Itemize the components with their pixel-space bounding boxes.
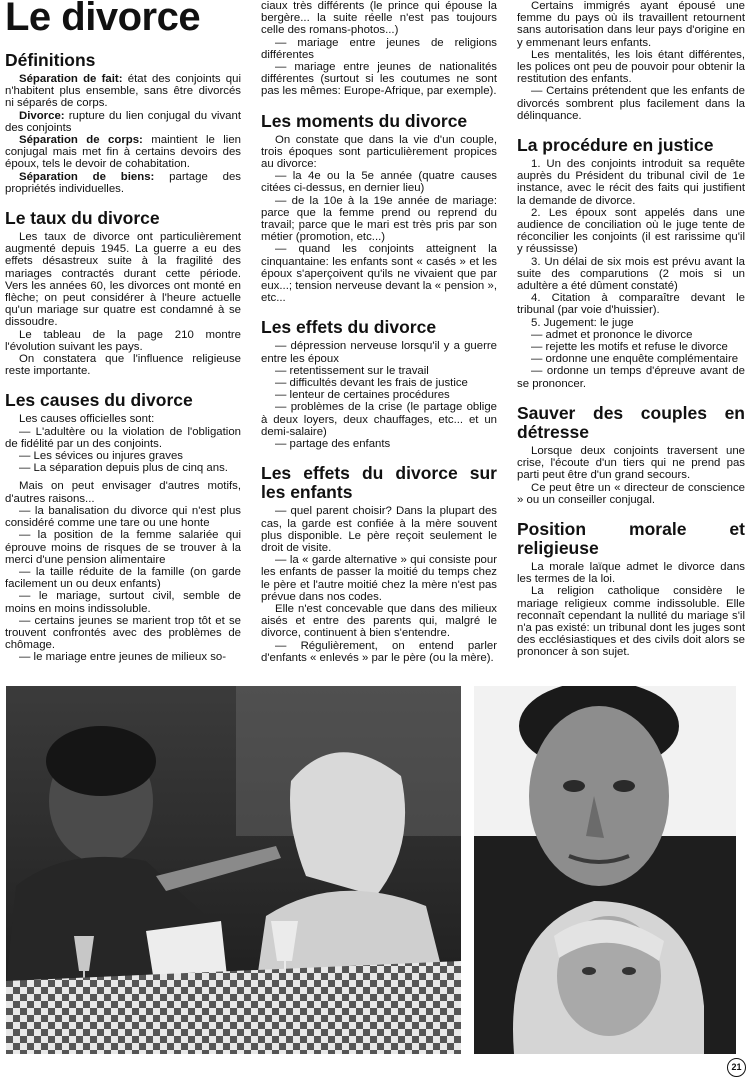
list-item: — quel parent choisir? Dans la plupart des cas, la garde est confiée à la mère souvent plus disponible. Le père reçoit seulement le droit de visite. [261,505,497,554]
heading-sauver: Sauver des couples en détresse [517,402,745,442]
definition-term: Séparation de biens: [19,170,155,183]
paragraph: ciaux très différents (le prince qui épouse la bergère... la suite réelle n'est pas toujours celle des romans-photos...) [261,0,497,37]
paragraph: La religion catholique considère le mariage religieux comme indissoluble. Elle reconnaît cependant la nullité du mariage s'il n'a pas existé: un tribunal dont les juges sont des ecclésiastiques et des civils doit alors se prononcer à son sujet. [517,585,745,659]
paragraph: Lorsque deux conjoints traversent une crise, l'écoute d'un tiers qui ne prend pas parti peut être d'un grand secours. [517,444,745,482]
list-item: — la position de la femme salariée qui éprouve moins de risques de se trouver à la merci d'une pension alimentaire [5,529,241,566]
list-item: — retentissement sur le travail [275,364,429,377]
list-item: — mariage entre jeunes de religions différentes [261,36,497,61]
list-item: — mariage entre jeunes de nationalités différentes (surtout si les coutumes ne sont pas les mêmes: Europe-Afrique, par exemple). [261,61,497,98]
procedure-step: 2. Les époux sont appelés dans une audience de conciliation où le juge tente de réconcilier les conjoints (il est rarissime qu'il y réussisse) [517,206,745,256]
heading-moments: Les moments du divorce [261,110,468,131]
paragraph: Les causes officielles sont: [19,413,155,426]
paragraph: Ce peut être un « directeur de conscience » ou un conseiller conjugal. [517,481,745,506]
heading-position: Position morale et religieuse [517,518,745,558]
definition-text: partage des propriétés individuelles. [5,170,241,195]
list-item: — ordonne une enquête complémentaire [531,353,739,366]
list-item: — admet et prononce le divorce [531,328,693,341]
list-item: — de la 10e à la 19e année de mariage: parce que la femme prend ou reprend du travail; parce que le mari est très pris par son métier (promotion, etc...) [261,194,497,244]
photo-couple-argument [6,686,461,1054]
heading-effets-enfants: Les effets du divorce sur les enfants [261,463,497,503]
paragraph: On constate que dans la vie d'un couple, trois époques sont particulièrement propices au divorce: [261,133,497,171]
list-item: — certains jeunes se marient trop tôt et se trouvent confrontés avec des problèmes de chômage. [5,614,241,652]
paragraph: Certains immigrés ayant épousé une femme du pays où ils travaillent retournent sans autorisation dans leur pays d'origine en y emmenant leurs enfants. [517,0,745,49]
procedure-step: 4. Citation à comparaître devant le tribunal (par voie d'huissier). [517,292,745,317]
list-item: — la « garde alternative » qui consiste pour les enfants de passer la moitié du temps chez le père et l'autre moitié chez la mère n'est pas prévue dans nos codes. [261,554,497,603]
list-item: — difficultés devant les frais de justice [275,377,468,390]
list-item: — la taille réduite de la famille (on garde facilement un ou deux enfants) [5,565,241,591]
paragraph: On constatera que l'influence religieuse reste importante. [5,353,241,378]
definition-text: rupture du lien conjugal du vivant des conjoints [5,109,241,134]
list-item: — Certains prétendent que les enfants de divorcés sombrent plus facilement dans la délinquance. [517,85,745,122]
list-item: — le mariage, surtout civil, semble de moins en moins indissoluble. [5,590,241,615]
paragraph: Elle n'est concevable que dans des milieux aisés et entre des parents qui, malgré le divorce, continuent à bien s'entendre. [261,602,497,640]
page-title: Le divorce [5,0,201,39]
definition-separation-de-corps [5,134,241,171]
procedure-step: 5. Jugement: le juge [531,316,634,329]
page-number: 21 [727,1058,746,1077]
column-1 [5,0,241,664]
photo-couple-argument-image [6,686,461,1054]
definition-text: maintient le lien conjugal mais met fin à certains devoirs des époux, tels le devoir de cohabitation. [5,134,241,171]
paragraph: Les mentalités, les lois étant différentes, les polices ont peu de pouvoir pour obtenir la restitution des enfants. [517,48,745,86]
list-item: — partage des enfants [275,438,391,451]
procedure-step: 3. Un délai de six mois est prévu avant la suite des comparutions (2 mois si un adultère a été dûment constaté) [517,255,745,293]
list-item: — le mariage entre jeunes de milieux so- [19,651,227,664]
photo-father-child [474,686,736,1054]
list-item: — Régulièrement, on entend parler d'enfants « enlevés » par le père (ou la mère). [261,639,497,664]
list-item: — problèmes de la crise (le partage oblige à deux loyers, deux chauffages, etc... et un demi-salaire) [261,401,497,438]
list-item: — La séparation depuis plus de cinq ans. [19,462,228,475]
list-item: — lenteur de certaines procédures [275,389,450,402]
photo-father-child-image [474,686,736,1054]
definition-divorce [5,110,241,134]
column-3 [517,0,745,659]
list-item: — la 4e ou la 5e année (quatre causes citées ci-dessus, en dernier lieu) [261,170,497,195]
column-2 [261,0,497,664]
list-item: — dépression nerveuse lorsqu'il y a guerre entre les époux [261,340,497,365]
paragraph: Le tableau de la page 210 montre l'évolution suivant les pays. [5,328,241,353]
definition-term: Séparation de corps: [19,134,143,147]
heading-causes: Les causes du divorce [5,390,193,411]
list-item: — Les sévices ou injures graves [19,450,183,463]
definition-separation-de-fait [5,73,241,110]
definition-separation-de-biens [5,171,241,195]
definition-term: Séparation de fait: [19,73,123,85]
list-item: — rejette les motifs et refuse le divorce [531,341,728,354]
procedure-step: 1. Un des conjoints introduit sa requête auprès du Président du tribunal civil de 1e instance, avec le récit des faits qui justifient la demande de divorce. [517,158,745,207]
paragraph: Les taux de divorce ont particulièrement augmenté depuis 1945. La guerre a eu des effets désastreux suite à la fragilité des mariages contractés durant cette période. Vers les années 60, les divorces ont monté en flèche; on peut considérer à l'heure actuelle qu'un mariage sur quatre est condamné à se dissoudre. [5,231,241,329]
paragraph: La morale laïque admet le divorce dans les termes de la loi. [517,560,745,586]
heading-procedure: La procédure en justice [517,135,714,156]
definition-term: Divorce: [19,109,65,122]
heading-definitions: Définitions [5,50,96,70]
list-item: — ordonne un temps d'épreuve avant de se prononcer. [517,365,745,390]
paragraph: Mais on peut envisager d'autres motifs, d'autres raisons... [5,480,241,505]
list-item: — quand les conjoints atteignent la cinquantaine: les enfants sont « casés » et les époux s'aperçoivent qu'ils ne vivaient que par eux...; tension nerveuse devant la « pension », etc... [261,243,497,305]
list-item: — L'adultère ou la violation de l'obligation de fidélité par un des conjoints. [5,425,241,450]
definition-text: état des conjoints qui n'habitent plus ensemble, sans être divorcés ni séparés de corps. [5,73,241,110]
heading-effets: Les effets du divorce [261,317,437,338]
list-item: — la banalisation du divorce qui n'est plus considéré comme une tare ou une honte [5,504,241,530]
heading-taux: Le taux du divorce [5,208,160,229]
